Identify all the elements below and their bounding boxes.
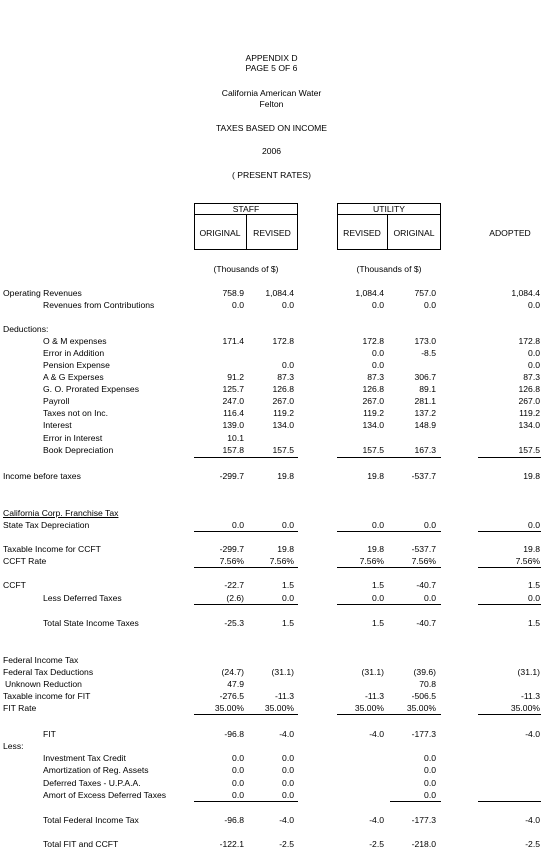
row-label: Error in Interest — [43, 433, 103, 443]
utility-original-header: ORIGINAL — [393, 228, 435, 238]
adopted-value: -11.3 — [521, 691, 540, 701]
appendix-label: APPENDIX D — [245, 53, 298, 63]
total-rule — [194, 604, 298, 605]
staff-original-value: (24.7) — [221, 667, 244, 677]
utility-original-value: (39.6) — [413, 667, 436, 677]
staff-revised-value: -2.5 — [279, 839, 294, 849]
staff-revised-value: -4.0 — [279, 815, 294, 825]
row-label: Taxes not on Inc. — [43, 408, 108, 418]
staff-original-value: 47.9 — [227, 679, 244, 689]
utility-revised-value: 267.0 — [362, 396, 384, 406]
total-rule — [390, 801, 441, 802]
row-label: Less: — [3, 741, 24, 751]
utility-revised-value: 0.0 — [372, 593, 384, 603]
row-label: Payroll — [43, 396, 70, 406]
staff-original-value: 125.7 — [222, 384, 244, 394]
staff-original-value: 247.0 — [222, 396, 244, 406]
staff-original-header: ORIGINAL — [199, 228, 241, 238]
row-label: Interest — [43, 420, 72, 430]
utility-header-divider — [337, 214, 441, 215]
staff-original-value: 10.1 — [227, 433, 244, 443]
row-label: Federal Tax Deductions — [3, 667, 94, 677]
adopted-value: 0.0 — [528, 520, 540, 530]
row-label: Pension Expense — [43, 360, 110, 370]
utility-revised-value: (31.1) — [361, 667, 384, 677]
utility-original-value: -218.0 — [411, 839, 436, 849]
staff-original-value: 116.4 — [223, 408, 244, 418]
adopted-value: 7.56% — [515, 556, 540, 566]
staff-revised-value: 7.56% — [269, 556, 294, 566]
utility-revised-value: 7.56% — [359, 556, 384, 566]
adopted-value: 1.5 — [528, 618, 540, 628]
utility-original-value: 167.3 — [414, 445, 436, 455]
utility-revised-value: 87.3 — [367, 372, 384, 382]
adopted-value: 0.0 — [528, 300, 540, 310]
utility-revised-value: 19.8 — [367, 544, 384, 554]
staff-original-value: 171.4 — [222, 336, 244, 346]
total-rule — [478, 457, 541, 458]
adopted-value: 119.2 — [519, 408, 540, 418]
adopted-value: 126.8 — [518, 384, 540, 394]
utility-original-value: 70.8 — [419, 679, 436, 689]
staff-revised-value: 1.5 — [282, 618, 294, 628]
staff-revised-value: 1.5 — [282, 580, 294, 590]
adopted-value: (31.1) — [517, 667, 540, 677]
row-label: Deductions: — [3, 324, 49, 334]
total-rule — [337, 531, 441, 532]
row-label: Revenues from Contributions — [43, 300, 155, 310]
utility-original-value: -537.7 — [411, 544, 436, 554]
utility-revised-value: 1,084.4 — [355, 288, 384, 298]
staff-original-value: -299.7 — [219, 471, 244, 481]
utility-revised-value: 134.0 — [362, 420, 384, 430]
adopted-value: -4.0 — [525, 729, 540, 739]
total-rule — [194, 531, 298, 532]
staff-revised-value: 19.8 — [277, 471, 294, 481]
row-label: A & G Experses — [43, 372, 104, 382]
total-rule — [194, 801, 298, 802]
year-label: 2006 — [261, 146, 282, 156]
adopted-value: 0.0 — [528, 360, 540, 370]
utility-original-value: 306.7 — [414, 372, 436, 382]
staff-revised-value: -11.3 — [275, 691, 294, 701]
staff-group-label: STAFF — [232, 204, 260, 214]
staff-original-value: -276.5 — [219, 691, 244, 701]
row-label: Total State Income Taxes — [43, 618, 139, 628]
adopted-value: 19.8 — [523, 544, 540, 554]
total-rule — [337, 604, 441, 605]
row-label: G. O. Prorated Expenses — [43, 384, 140, 394]
staff-revised-value: 0.0 — [282, 593, 294, 603]
row-label: Investment Tax Credit — [43, 753, 126, 763]
utility-original-value: 0.0 — [424, 593, 436, 603]
utility-original-value: 148.9 — [414, 420, 436, 430]
staff-original-value: 91.2 — [227, 372, 244, 382]
company-name: California American Water — [221, 88, 322, 98]
staff-original-value: 35.00% — [214, 703, 244, 713]
staff-revised-value: 119.2 — [273, 408, 294, 418]
staff-revised-value: 267.0 — [272, 396, 294, 406]
row-label: Amort of Excess Deferred Taxes — [43, 790, 167, 800]
utility-revised-value: 0.0 — [372, 520, 384, 530]
adopted-value: 87.3 — [523, 372, 540, 382]
staff-original-value: 0.0 — [232, 300, 244, 310]
district-name: Felton — [259, 99, 284, 109]
row-label: FIT — [43, 729, 56, 739]
total-rule — [478, 801, 541, 802]
adopted-value: 0.0 — [528, 593, 540, 603]
staff-original-value: 7.56% — [219, 556, 244, 566]
staff-original-value: -22.7 — [224, 580, 244, 590]
staff-revised-value: -4.0 — [279, 729, 294, 739]
row-label: Unknown Reduction — [5, 679, 82, 689]
utility-revised-value: 126.8 — [362, 384, 384, 394]
utility-revised-value: 0.0 — [372, 348, 384, 358]
total-rule — [478, 567, 541, 568]
row-label: CCFT Rate — [3, 556, 47, 566]
staff-revised-header: REVISED — [253, 228, 291, 238]
utility-revised-value: 35.00% — [354, 703, 384, 713]
staff-original-value: 0.0 — [232, 790, 244, 800]
adopted-value: 134.0 — [518, 420, 540, 430]
staff-revised-value: 0.0 — [282, 520, 294, 530]
row-label: Taxable income for FIT — [3, 691, 91, 701]
utility-revised-value: 172.8 — [362, 336, 384, 346]
utility-original-value: -506.5 — [411, 691, 436, 701]
utility-original-value: -40.7 — [416, 580, 436, 590]
row-label: O & M expenses — [43, 336, 107, 346]
total-rule — [478, 714, 541, 715]
staff-revised-value: 0.0 — [282, 790, 294, 800]
staff-revised-value: 157.5 — [272, 445, 294, 455]
staff-original-value: 139.0 — [222, 420, 244, 430]
staff-original-value: 0.0 — [232, 753, 244, 763]
staff-revised-value: 1,084.4 — [265, 288, 294, 298]
row-label: Deferred Taxes - U.P.A.A. — [43, 778, 141, 788]
utility-original-value: -177.3 — [411, 815, 436, 825]
utility-original-value: 0.0 — [424, 778, 436, 788]
utility-original-value: 757.0 — [414, 288, 436, 298]
total-rule — [194, 457, 298, 458]
staff-units-label: (Thousands of $) — [213, 264, 279, 274]
row-label: Federal Income Tax — [3, 655, 79, 665]
utility-revised-value: 1.5 — [372, 580, 384, 590]
staff-revised-value: 0.0 — [282, 753, 294, 763]
row-label: California Corp. Franchise Tax — [3, 508, 119, 518]
adopted-value: 267.0 — [518, 396, 540, 406]
row-label: Operating Revenues — [3, 288, 82, 298]
staff-original-value: (2.6) — [226, 593, 244, 603]
utility-original-value: 137.2 — [414, 408, 436, 418]
utility-revised-value: 1.5 — [372, 618, 384, 628]
row-label: Book Depreciation — [43, 445, 114, 455]
staff-original-value: -96.8 — [224, 815, 244, 825]
utility-revised-value: 157.5 — [362, 445, 384, 455]
utility-original-value: 0.0 — [424, 300, 436, 310]
utility-revised-value: -11.3 — [365, 691, 384, 701]
utility-original-value: 7.56% — [411, 556, 436, 566]
utility-original-value: 0.0 — [424, 765, 436, 775]
staff-revised-value: (31.1) — [271, 667, 294, 677]
staff-revised-value: 35.00% — [264, 703, 294, 713]
utility-revised-value: 119.2 — [363, 408, 384, 418]
staff-original-value: 0.0 — [232, 778, 244, 788]
adopted-value: 0.0 — [528, 348, 540, 358]
adopted-value: 1.5 — [528, 580, 540, 590]
utility-original-value: -537.7 — [411, 471, 436, 481]
adopted-header: ADOPTED — [489, 228, 531, 238]
row-label: Total Federal Income Tax — [43, 815, 139, 825]
utility-original-value: -177.3 — [411, 729, 436, 739]
total-rule — [337, 714, 441, 715]
rates-label: ( PRESENT RATES) — [232, 170, 311, 180]
utility-original-value: 173.0 — [414, 336, 436, 346]
total-rule — [194, 567, 298, 568]
staff-original-value: 0.0 — [232, 520, 244, 530]
adopted-value: 35.00% — [510, 703, 540, 713]
staff-revised-value: 19.8 — [277, 544, 294, 554]
staff-original-value: -299.7 — [219, 544, 244, 554]
row-label: FIT Rate — [3, 703, 37, 713]
row-label: Total FIT and CCFT — [43, 839, 119, 849]
staff-revised-value: 87.3 — [277, 372, 294, 382]
total-rule — [478, 604, 541, 605]
utility-group-label: UTILITY — [373, 204, 405, 214]
staff-original-value: 0.0 — [232, 765, 244, 775]
utility-original-value: -8.5 — [421, 348, 436, 358]
adopted-value: 19.8 — [523, 471, 540, 481]
staff-revised-value: 0.0 — [282, 778, 294, 788]
row-label: Error in Addition — [43, 348, 105, 358]
utility-original-value: 0.0 — [424, 753, 436, 763]
utility-revised-value: -2.5 — [369, 839, 384, 849]
staff-revised-value: 0.0 — [282, 765, 294, 775]
staff-original-value: -25.3 — [224, 618, 244, 628]
row-label: Less Deferred Taxes — [43, 593, 122, 603]
row-label: Taxable Income for CCFT — [3, 544, 101, 554]
utility-original-value: 0.0 — [424, 520, 436, 530]
row-label: Amortization of Reg. Assets — [43, 765, 149, 775]
staff-original-value: 758.9 — [222, 288, 244, 298]
staff-original-value: 157.8 — [222, 445, 244, 455]
utility-original-value: 0.0 — [424, 790, 436, 800]
utility-revised-value: -4.0 — [369, 729, 384, 739]
utility-original-value: 35.00% — [406, 703, 436, 713]
utility-revised-value: -4.0 — [369, 815, 384, 825]
total-rule — [337, 457, 441, 458]
adopted-value: -2.5 — [525, 839, 540, 849]
staff-revised-value: 126.8 — [272, 384, 294, 394]
utility-original-value: 89.1 — [419, 384, 436, 394]
total-rule — [194, 714, 298, 715]
utility-original-value: -40.7 — [416, 618, 436, 628]
staff-revised-value: 0.0 — [282, 360, 294, 370]
utility-revised-value: 0.0 — [372, 360, 384, 370]
row-label: State Tax Depreciation — [3, 520, 90, 530]
utility-revised-value: 0.0 — [372, 300, 384, 310]
staff-revised-value: 134.0 — [272, 420, 294, 430]
utility-revised-header: REVISED — [343, 228, 381, 238]
utility-units-label: (Thousands of $) — [356, 264, 422, 274]
staff-revised-value: 0.0 — [282, 300, 294, 310]
adopted-value: 172.8 — [518, 336, 540, 346]
page-number: PAGE 5 OF 6 — [245, 63, 298, 73]
staff-revised-value: 172.8 — [272, 336, 294, 346]
adopted-value: 1,084.4 — [511, 288, 540, 298]
row-label: Income before taxes — [3, 471, 81, 481]
row-label: CCFT — [3, 580, 26, 590]
utility-revised-value: 19.8 — [367, 471, 384, 481]
staff-original-value: -96.8 — [224, 729, 244, 739]
adopted-value: -4.0 — [525, 815, 540, 825]
adopted-value: 157.5 — [518, 445, 540, 455]
page-title: TAXES BASED ON INCOME — [215, 123, 328, 133]
utility-original-value: 281.1 — [414, 396, 436, 406]
total-rule — [337, 567, 441, 568]
total-rule — [478, 531, 541, 532]
staff-original-value: -122.1 — [219, 839, 244, 849]
